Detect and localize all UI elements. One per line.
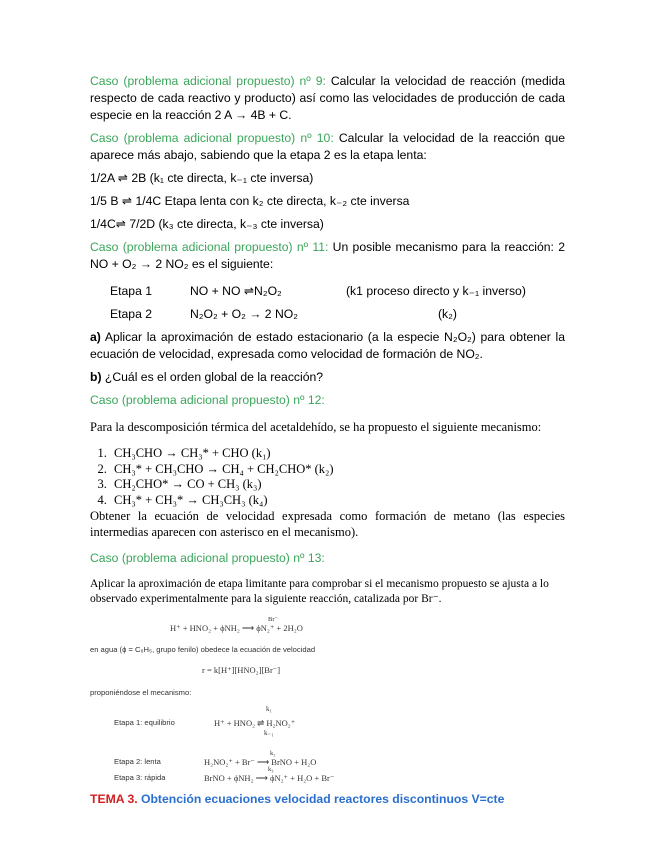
figure-catalyst-label: Br⁻ xyxy=(268,616,278,623)
caso-12-outro: Obtener la ecuación de velocidad expresada como formación de metano (las especies intermedias aparecen con asterisco en el mecanismo). xyxy=(90,509,565,539)
caso-10-line-3: 1/4C⇌ 7/2D (k₃ cte directa, k₋₃ cte inversa) xyxy=(90,217,324,231)
figure-step-2-reaction: H₂NO₂⁺ + Br⁻ ⟶ BrNO + H₂O xyxy=(204,757,317,767)
figure-reaction: H⁺ + HNO₂ + ϕNH₂ ⟶ ϕN₂⁺ + 2H₂O xyxy=(170,623,303,633)
caso-10-line-2: 1/5 B ⇌ 1/4C Etapa lenta con k₂ cte directa, k₋₂ cte inversa xyxy=(90,194,410,208)
stage-note: (k1 proceso directo y k₋₁ inverso) xyxy=(346,284,526,298)
caso-12-mechanism-list xyxy=(90,446,565,508)
caso-13-text: Aplicar la aproximación de etapa limitante para comprobar si el mecanismo propuesto se ajusta a lo observado experimentalmente para la siguiente reacción, catalizada por Br⁻. xyxy=(90,578,549,605)
tema-3-heading xyxy=(90,791,565,808)
figure-step-1-k-bottom: k₋₁ xyxy=(264,729,274,737)
caso-10-heading: Caso (problema adicional propuesto) nº 10: xyxy=(90,131,334,145)
figure-step-3-reaction: BrNO + ϕNH₂ ⟶ ϕN₂⁺ + H₂O + Br⁻ xyxy=(204,773,335,783)
caso-11-stage-1 xyxy=(90,283,565,300)
caso-9-heading: Caso (problema adicional propuesto) nº 9: xyxy=(90,74,326,88)
caso-10-line-1: 1/2A ⇌ 2B (k₁ cte directa, k₋₁ cte inversa) xyxy=(90,171,314,185)
question-b-label: b) xyxy=(90,370,102,384)
tema-title: Obtención ecuaciones velocidad reactores discontinuos V=cte xyxy=(137,792,505,806)
figure-step-3-label: Etapa 3: rápida xyxy=(114,773,166,782)
caso-11-question-a xyxy=(90,329,565,363)
tema-number: TEMA 3. xyxy=(90,792,138,806)
caso-13-heading: Caso (problema adicional propuesto) nº 13: xyxy=(90,551,325,565)
stage-reaction: NO + NO ⇌N₂O₂ xyxy=(190,284,282,298)
caso-12-heading: Caso (problema adicional propuesto) nº 12: xyxy=(90,393,325,407)
mechanism-step: 1. CH₃CHO → CH₃* + CHO (k₁) xyxy=(110,446,565,462)
mechanism-step: 2. CH₃* + CH₃CHO → CH₄ + CH₂CHO* (k₂) xyxy=(110,462,565,478)
figure-step-2-k: k₂ xyxy=(270,750,276,757)
figure-step-3-k: k₃ xyxy=(268,766,274,773)
mechanism-step: 3. CH₂CHO* → CO + CH₃ (k₃) xyxy=(110,477,565,493)
question-a-text: Aplicar la aproximación de estado estacionario (a la especie N₂O₂) para obtener la ecuación de velocidad, expresada como velocidad de formación de NO₂. xyxy=(90,330,565,361)
figure-rate-law: r = k[H⁺][HNO₂][Br⁻] xyxy=(202,665,281,675)
caso-11-question-b xyxy=(90,369,565,386)
caso-10-paragraph xyxy=(90,130,565,164)
caso-9-text: Calcular la velocidad de reacción (medida respecto de cada reactivo y producto) así como las velocidades de producción de cada especie en la reacción 2 A → 4B + C. xyxy=(90,74,565,122)
document-page xyxy=(90,73,565,808)
figure-step-1-label: Etapa 1: equilibrio xyxy=(114,718,175,727)
mechanism-step: 4. CH₃* + CH₃* → CH₃CH₃ (k₄) xyxy=(110,493,565,509)
stage-reaction: N₂O₂ + O₂ → 2 NO₂ xyxy=(190,307,298,321)
caso-12-intro: Para la descomposición térmica del acetaldehído, se ha propuesto el siguiente mecanismo: xyxy=(90,420,542,434)
question-a-label: a) xyxy=(90,330,101,344)
mechanism-figure xyxy=(90,615,565,785)
caso-11-paragraph xyxy=(90,239,565,273)
caso-11-text: Un posible mecanismo para la reacción: 2 NO + O₂ → 2 NO₂ es el siguiente: xyxy=(90,240,566,271)
caso-10-text: Calcular la velocidad de la reacción que aparece más abajo, sabiendo que la etapa 2 es la etapa lenta: xyxy=(90,131,565,162)
figure-water-text: en agua (ϕ = C₆H₅, grupo fenilo) obedece la ecuación de velocidad xyxy=(90,645,316,654)
caso-9-paragraph xyxy=(90,73,565,124)
figure-proposal-text: proponiéndose el mecanismo: xyxy=(90,688,192,697)
question-b-text: ¿Cuál es el orden global de la reacción? xyxy=(101,370,324,384)
stage-label: Etapa 2 xyxy=(110,307,153,321)
stage-note: (k₂) xyxy=(438,307,457,321)
caso-11-stage-2 xyxy=(90,306,565,323)
figure-step-1-reaction: H⁺ + HNO₂ ⇌ H₂NO₂⁺ xyxy=(214,718,296,728)
figure-step-2-label: Etapa 2: lenta xyxy=(114,757,161,766)
caso-11-heading: Caso (problema adicional propuesto) nº 11: xyxy=(90,240,329,254)
stage-label: Etapa 1 xyxy=(110,284,153,298)
figure-step-1-k-top: k₁ xyxy=(266,705,272,713)
